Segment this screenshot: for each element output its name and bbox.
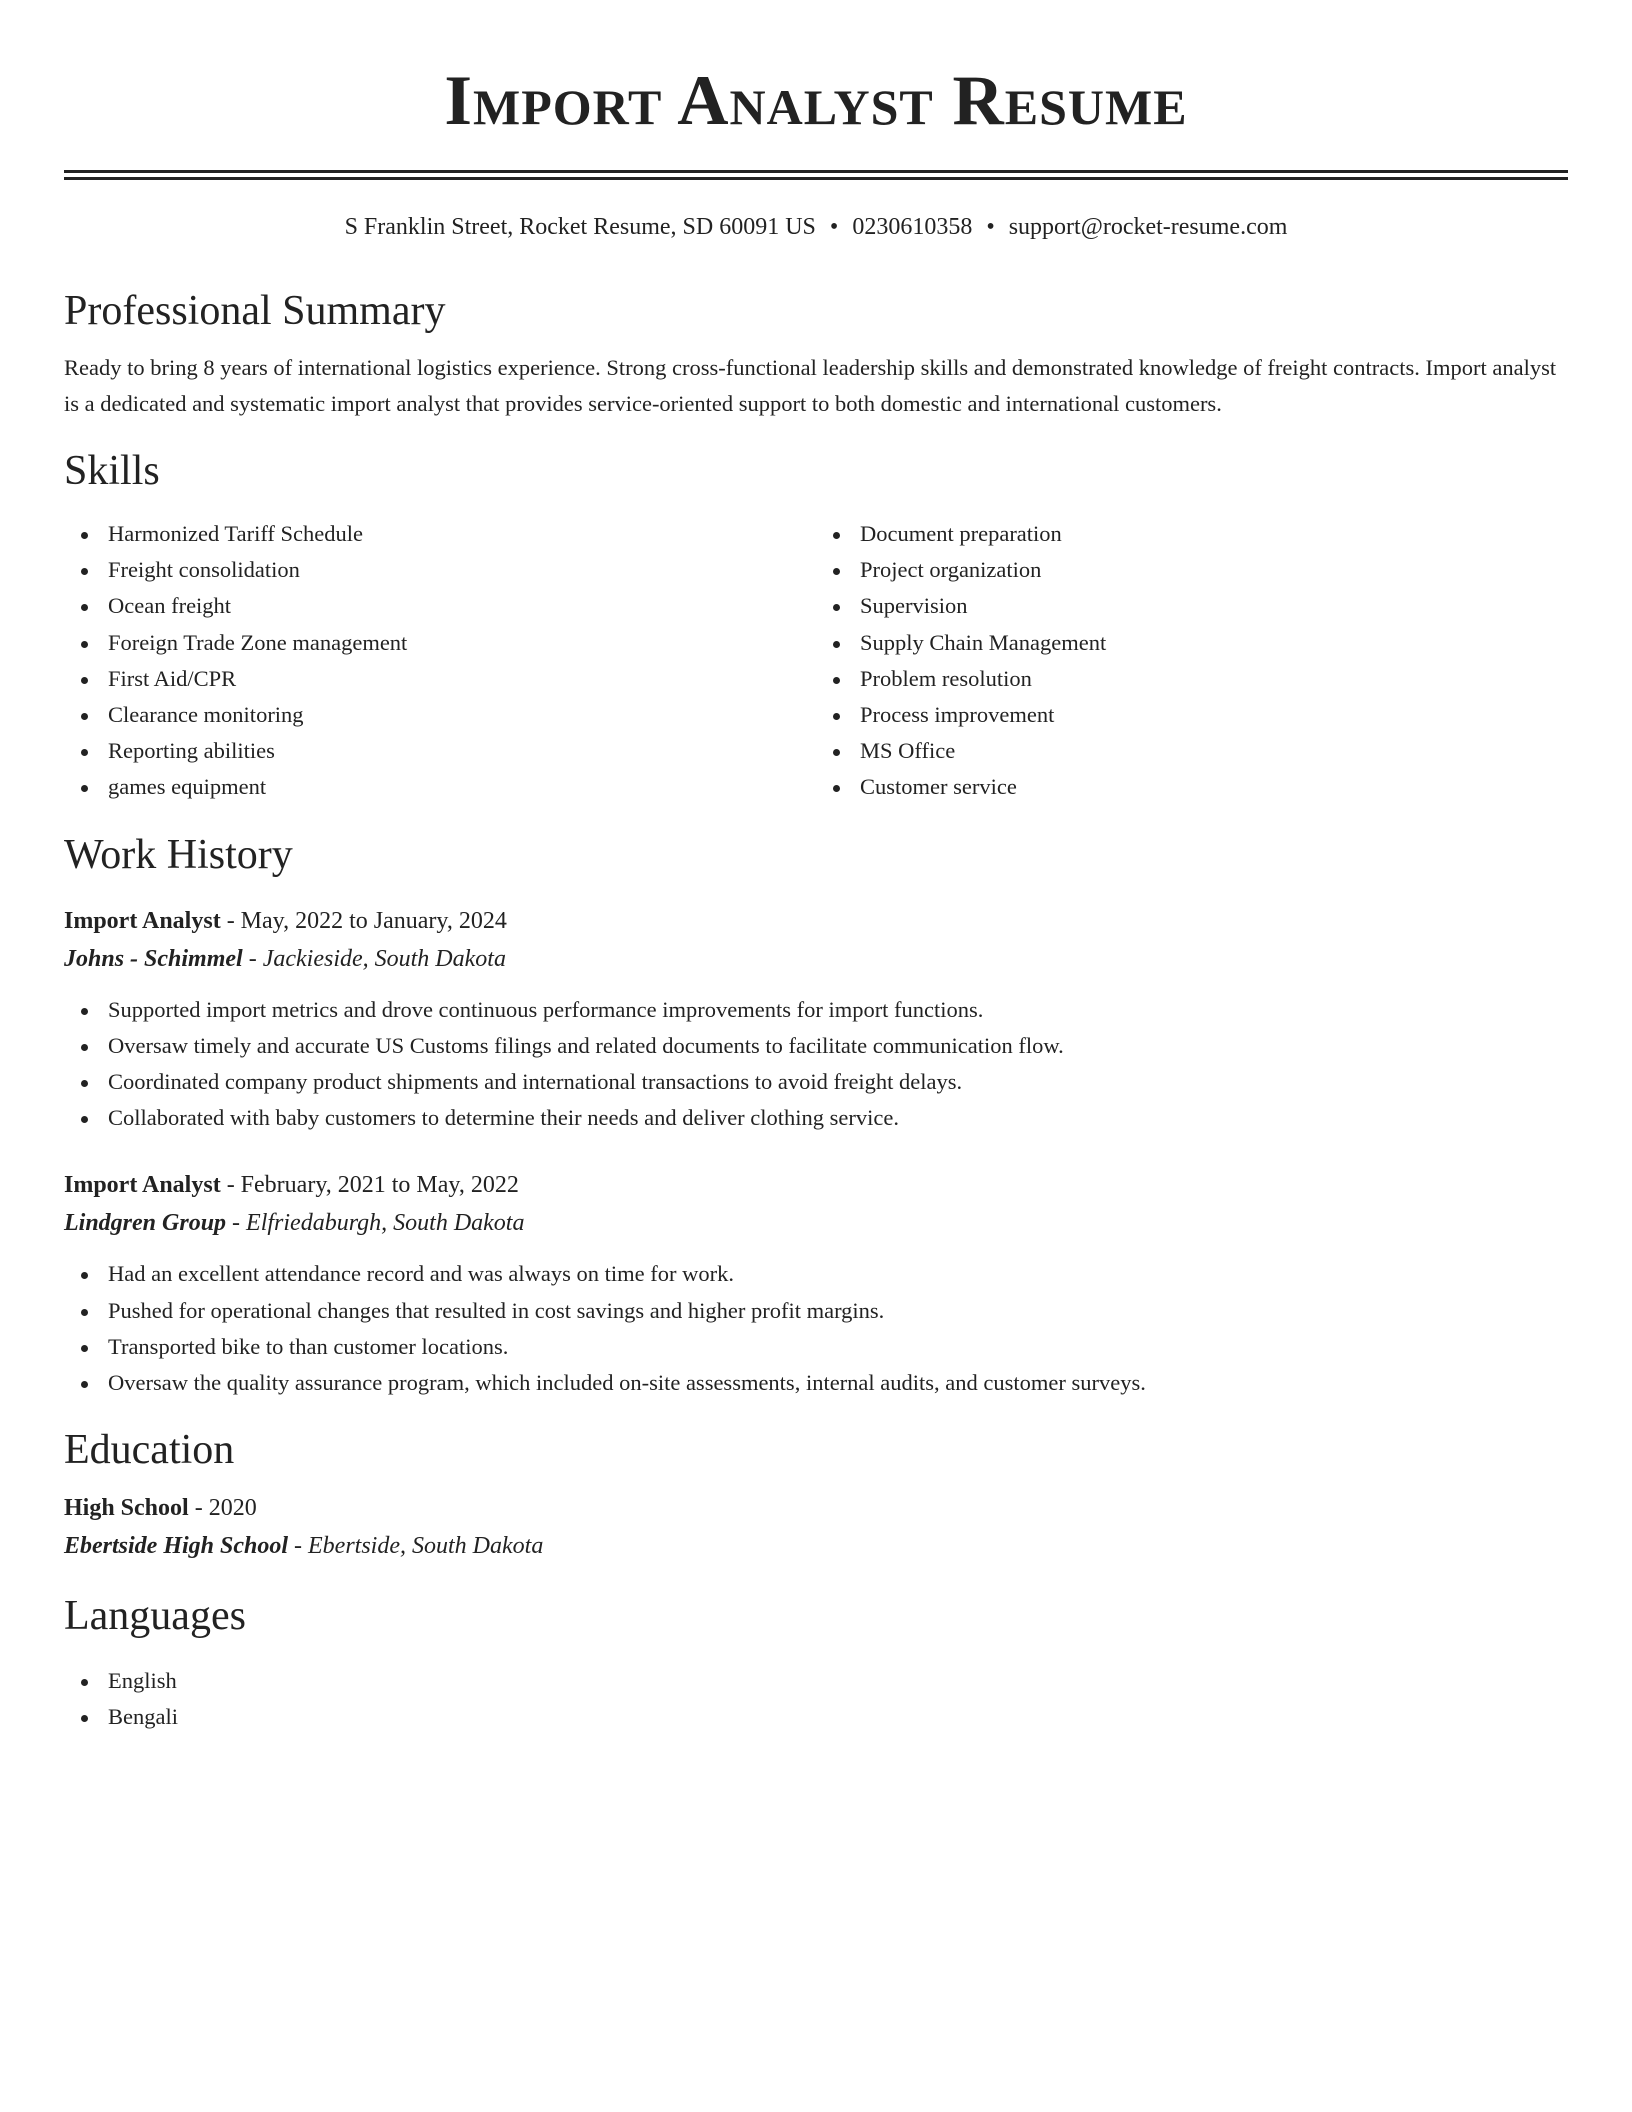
language-item: Bengali [108, 1699, 1568, 1735]
skill-item: Supply Chain Management [860, 625, 1568, 661]
job-bullet: Supported import metrics and drove continuous performance improvements for import functions. [108, 992, 1568, 1028]
skill-item: Clearance monitoring [108, 697, 816, 733]
skills-heading: Skills [64, 448, 160, 494]
education-heading: Education [64, 1427, 235, 1474]
skill-item: Freight consolidation [108, 552, 816, 588]
job-company: Lindgren Group [64, 1210, 227, 1237]
skill-item: Project organization [860, 552, 1568, 588]
language-item: English [108, 1663, 1568, 1699]
contact-address: S Franklin Street, Rocket Resume, SD 60091 US [344, 214, 816, 240]
skill-item: First Aid/CPR [108, 661, 816, 697]
education-degree: High School [64, 1495, 189, 1522]
job-bullets [64, 992, 1568, 1137]
job-location: - Jackieside, South Dakota [242, 945, 506, 972]
job-bullet: Transported bike to than customer locations. [108, 1329, 1568, 1365]
skill-item: Harmonized Tariff Schedule [108, 516, 816, 552]
title-double-rule [64, 170, 1568, 180]
job-bullet: Had an excellent attendance record and was always on time for work. [108, 1256, 1568, 1292]
skills-columns [64, 516, 1568, 806]
education-school: Ebertside High School [64, 1533, 289, 1560]
job-company: Johns - Schimmel [64, 945, 243, 972]
skill-item: Document preparation [860, 516, 1568, 552]
skill-item: Ocean freight [108, 588, 816, 624]
job-title: Import Analyst [64, 907, 221, 934]
work-history-heading: Work History [64, 831, 293, 878]
job-company-line [64, 940, 1568, 978]
contact-separator: • [829, 214, 839, 240]
skill-item: Customer service [860, 769, 1568, 805]
skill-item: Problem resolution [860, 661, 1568, 697]
summary-heading: Professional Summary [64, 288, 446, 334]
job-bullet: Collaborated with baby customers to determine their needs and deliver clothing service. [108, 1100, 1568, 1136]
job-bullet: Oversaw timely and accurate US Customs filings and related documents to facilitate communication flow. [108, 1028, 1568, 1064]
contact-phone: 0230610358 [852, 214, 973, 240]
education-year: - 2020 [188, 1495, 257, 1522]
skills-list-left [64, 516, 816, 806]
job-bullet: Oversaw the quality assurance program, which included on-site assessments, internal audits, and customer surveys. [108, 1365, 1568, 1401]
job-title: Import Analyst [64, 1172, 221, 1199]
job-bullets [64, 1256, 1568, 1401]
education-location: - Ebertside, South Dakota [288, 1533, 544, 1560]
education-school-line [64, 1527, 1568, 1565]
contact-email: support@rocket-resume.com [1008, 214, 1288, 240]
job-dates: - May, 2022 to January, 2024 [220, 907, 507, 934]
job-title-line [64, 1166, 1568, 1204]
job-company-line [64, 1204, 1568, 1242]
job-entry [64, 902, 1568, 1137]
job-title-line [64, 902, 1568, 940]
skill-item: Process improvement [860, 697, 1568, 733]
skills-list-right [816, 516, 1568, 806]
job-location: - Elfriedaburgh, South Dakota [226, 1210, 525, 1237]
education-degree-line [64, 1489, 1568, 1527]
skill-item: games equipment [108, 769, 816, 805]
languages-heading: Languages [64, 1593, 246, 1640]
resume-page [64, 0, 1568, 1736]
skill-item: Foreign Trade Zone management [108, 625, 816, 661]
summary-text: Ready to bring 8 years of international logistics experience. Strong cross-functional leadership skills and demonstrated knowledge of freight contracts. Import analyst is a dedicated and systematic import analyst that provides service-oriented support to both domestic and international customers. [64, 355, 1557, 416]
contact-line [64, 212, 1568, 242]
job-bullet: Pushed for operational changes that resulted in cost savings and higher profit margins. [108, 1293, 1568, 1329]
languages-list [64, 1663, 1568, 1735]
job-dates: - February, 2021 to May, 2022 [220, 1172, 519, 1199]
resume-title: Import Analyst Resume [444, 62, 1188, 140]
job-entry [64, 1166, 1568, 1401]
contact-separator: • [986, 214, 995, 240]
skill-item: Supervision [860, 588, 1568, 624]
skill-item: Reporting abilities [108, 733, 816, 769]
job-bullet: Coordinated company product shipments and international transactions to avoid freight delays. [108, 1064, 1568, 1100]
skill-item: MS Office [860, 733, 1568, 769]
